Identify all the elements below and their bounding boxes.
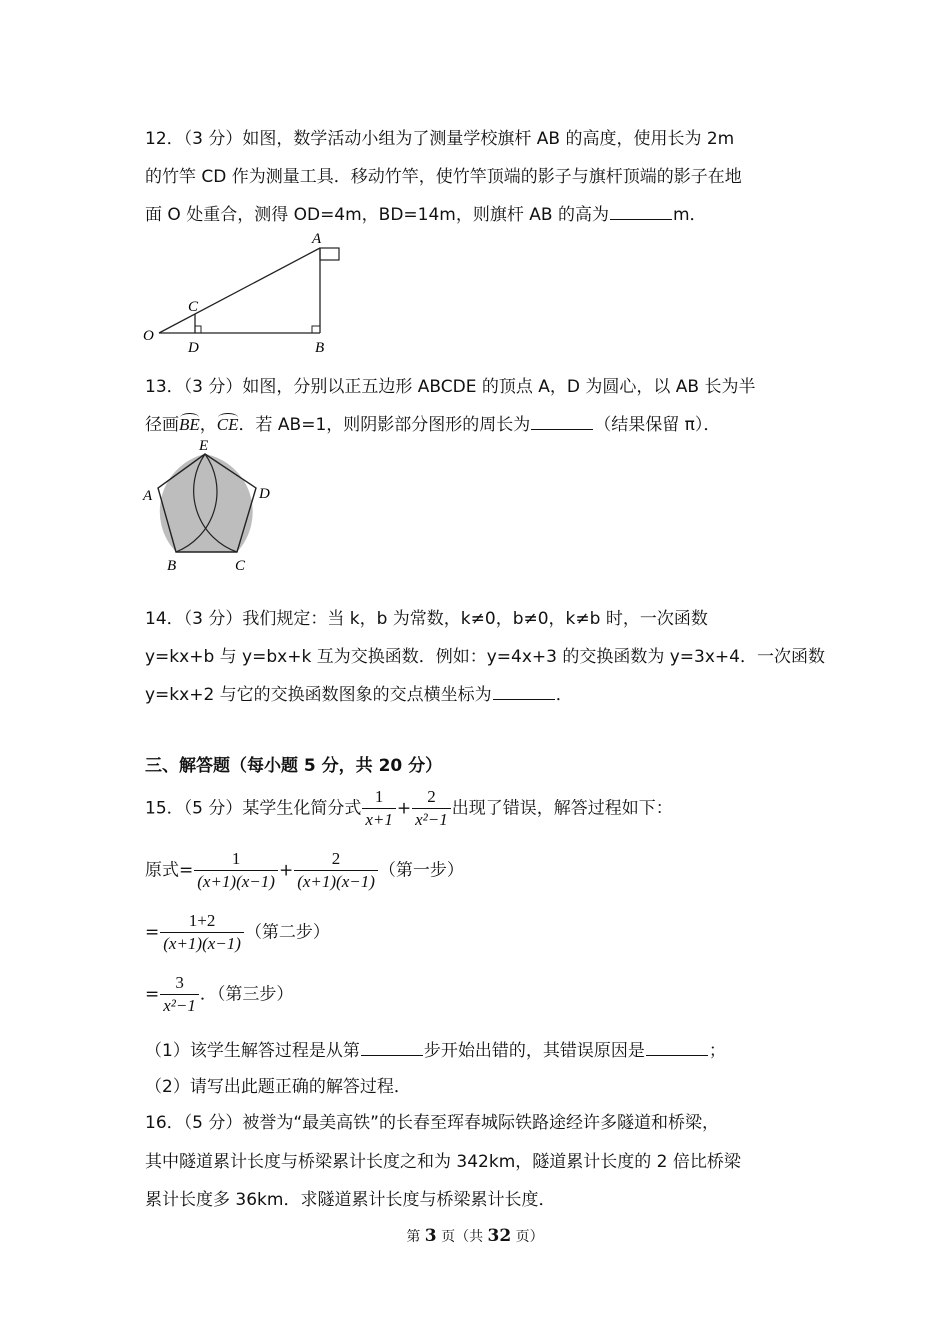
plus-sign: + [396, 798, 412, 819]
q13-line-2-text: 径画 [145, 415, 179, 435]
page-number: 3 [424, 1226, 437, 1246]
arc-ce: CE [216, 415, 239, 434]
total-pages: 32 [487, 1226, 512, 1246]
answer-blank [493, 684, 555, 700]
fraction-1-denominator: x+1 [362, 808, 396, 831]
step-2-denominator: (x+1)(x−1) [160, 932, 244, 955]
sight-line [159, 248, 320, 333]
q14-line-1: 14．（3 分）我们规定：当 k，b 为常数，k≠0，b≠0，k≠b 时，一次函数 [145, 609, 708, 629]
q12-line-3 [145, 200, 707, 225]
label-a: A [312, 231, 322, 247]
step-1-fraction-1 [194, 848, 278, 893]
q16-line-1: 16．（5 分）被誉为“最美高铁”的长春至珲春城际铁路途经许多隧道和桥梁， [145, 1113, 719, 1133]
q13-line-2-end: （结果保留 π）． [594, 415, 721, 435]
step-1-fraction-2 [294, 848, 378, 893]
label-d: D [188, 340, 199, 356]
arc-be: BE [179, 415, 200, 434]
label-d: D [259, 486, 270, 502]
answer-blank [610, 204, 672, 220]
equals-sign: = [145, 984, 160, 1005]
step-1-fraction-2-numerator: 2 [331, 849, 341, 868]
fraction-2-numerator: 2 [427, 787, 436, 806]
label-e: E [199, 438, 209, 454]
label-o: O [143, 328, 154, 344]
fraction-1-numerator: 1 [374, 787, 384, 806]
step-1-fraction-2-denominator: (x+1)(x−1) [294, 870, 378, 893]
footer-suffix: 页） [511, 1229, 544, 1245]
flag [320, 248, 339, 260]
sub-1-mid: 步开始出错的，其错误原因是 [423, 1041, 645, 1061]
q14-line-3-end: ． [555, 685, 573, 705]
q15-intro-end: 出现了错误，解答过程如下： [451, 798, 673, 819]
q16-line-3: 累计长度多 36km．求隧道累计长度与桥梁累计长度． [145, 1190, 556, 1210]
step-1-label: （第一步） [378, 860, 464, 880]
shaded-region [160, 454, 253, 552]
q12-line-3-end: m． [672, 205, 707, 225]
footer-prefix: 第 [406, 1229, 425, 1245]
q12-line-1: 12．（3 分）如图，数学活动小组为了测量学校旗杆 AB 的高度，使用长为 2m [145, 129, 735, 149]
fraction-1 [362, 786, 396, 831]
q15-sub-1 [145, 1036, 726, 1061]
label-b: B [315, 340, 325, 356]
step-3-numerator: 3 [175, 973, 184, 992]
q13-line-2-mid: ．若 AB=1，则阴影部分图形的周长为 [238, 415, 531, 435]
q13-line-1: 13．（3 分）如图，分别以正五边形 ABCDE 的顶点 A，D 为圆心，以 AB 长为半 [145, 377, 756, 397]
q13-line-2 [145, 410, 720, 435]
answer-blank [646, 1040, 708, 1056]
section-heading: 三、解答题（每小题 5 分，共 20 分） [145, 756, 443, 776]
answer-blank [361, 1040, 423, 1056]
label-c: C [188, 299, 199, 315]
right-angle-d [195, 326, 201, 333]
equals-sign: = [145, 922, 160, 943]
label-c: C [235, 558, 246, 574]
q15-step-1 [145, 848, 464, 893]
step-2-fraction [160, 910, 244, 955]
fraction-2 [412, 786, 451, 831]
step-3-fraction [160, 972, 199, 1017]
label-a: A [143, 488, 153, 504]
q12-diagram [138, 228, 348, 358]
q15-sub-2: （2）请写出此题正确的解答过程． [145, 1077, 411, 1097]
q12-line-3-text: 面 O 处重合，测得 OD=4m，BD=14m，则旗杆 AB 的高为 [145, 205, 609, 225]
q12-line-2: 的竹竿 CD 作为测量工具．移动竹竿，使竹竿顶端的影子与旗杆顶端的影子在地 [145, 167, 742, 187]
q14-line-3-text: y=kx+2 与它的交换函数图象的交点横坐标为 [145, 685, 492, 705]
footer-middle: 页（共 [436, 1229, 488, 1245]
q14-line-2: y=kx+b 与 y=bx+k 互为交换函数．例如：y=4x+3 的交换函数为 y=3x+4．一次函数 [145, 647, 825, 667]
answer-blank [531, 414, 593, 430]
separator: ， [199, 415, 217, 435]
right-angle-b [312, 326, 320, 333]
fraction-2-denominator: x²−1 [412, 808, 451, 831]
step-2-numerator: 1+2 [188, 911, 216, 930]
sub-1-end: ； [708, 1041, 726, 1061]
plus-sign: + [278, 860, 294, 881]
step-3-denominator: x²−1 [160, 994, 199, 1017]
step-1-fraction-1-numerator: 1 [231, 849, 241, 868]
step-3-label: ．（第三步） [199, 984, 294, 1004]
step-2-label: （第二步） [244, 922, 330, 942]
q16-line-2: 其中隧道累计长度与桥梁累计长度之和为 342km，隧道累计长度的 2 倍比桥梁 [145, 1152, 741, 1172]
q15-intro [145, 786, 673, 831]
sub-1-text: （1）该学生解答过程是从第 [145, 1041, 360, 1061]
label-b: B [167, 558, 177, 574]
step-1-prefix: 原式= [145, 860, 194, 881]
page-footer [0, 1226, 950, 1246]
q15-step-2 [145, 910, 330, 955]
q15-step-3 [145, 972, 293, 1017]
step-1-fraction-1-denominator: (x+1)(x−1) [194, 870, 278, 893]
q14-line-3 [145, 680, 573, 705]
q13-pentagon-diagram [138, 438, 288, 578]
q15-intro-text: 15．（5 分）某学生化简分式 [145, 798, 362, 819]
